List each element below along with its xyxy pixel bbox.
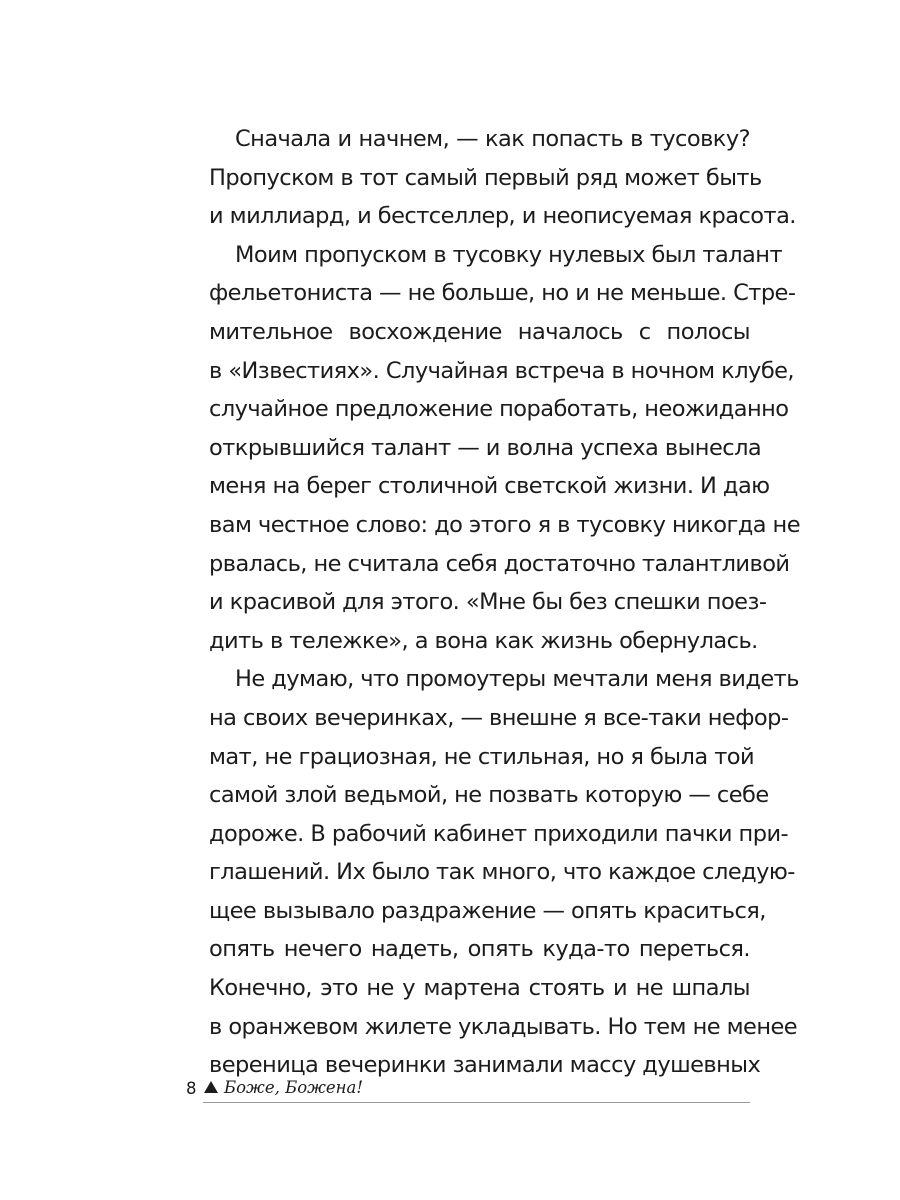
page-footer [186, 1076, 750, 1102]
text-line: рвалась, не считала себя достаточно талантливой [209, 550, 790, 577]
text-line: дороже. В рабочий кабинет приходили пачки при- [209, 820, 789, 847]
text-line: фельетониста — не больше, но и не меньше. Стре- [209, 280, 796, 307]
text-line: Пропуском в тот самый первый ряд может быть [209, 164, 762, 191]
text-line: меня на берег столичной светской жизни. И даю [209, 473, 770, 500]
text-line: самой злой ведьмой, не позвать которую — себе [209, 782, 769, 809]
text-line: мат, не грациозная, не стильная, но я была той [209, 743, 755, 770]
text-line: Конечно, это не у мартена стоять и не шпалы [209, 975, 750, 1002]
text-line: опять нечего надеть, опять куда-то переться. [209, 936, 750, 963]
triangle-up-icon [204, 1081, 218, 1093]
text-line: щее вызывало раздражение — опять краситься, [209, 897, 766, 924]
body-text [209, 120, 801, 1085]
text-line: и миллиард, и бестселлер, и неописуемая красота. [209, 203, 796, 230]
footer-rule [203, 1102, 750, 1103]
paragraph-3 [209, 660, 799, 1085]
text-line: в оранжевом жилете укладывать. Но тем не менее [209, 1013, 798, 1040]
text-line: вереница вечеринки занимали массу душевных [209, 1052, 761, 1079]
text-line: Не думаю, что промоутеры мечтали меня видеть [235, 666, 799, 693]
text-line: мительное восхождение началось с полосы [209, 318, 750, 345]
text-line: и красивой для этого. «Мне бы без спешки поез- [209, 589, 767, 616]
text-line: Сначала и начнем, — как попасть в тусовку? [235, 126, 750, 152]
text-line: на своих вечеринках, — внешне я все-таки нефор- [209, 704, 789, 731]
paragraph-2 [209, 236, 801, 661]
text-line: глашений. Их было так много, что каждое следую- [209, 859, 795, 886]
text-line: открывшийся талант — и волна успеха вынесла [209, 434, 762, 461]
page-number: 8 [186, 1079, 197, 1098]
text-line: случайное предложение поработать, неожиданно [209, 396, 789, 423]
text-line: дить в тележке», а вона как жизнь обернулась. [209, 627, 758, 654]
text-line: Моим пропуском в тусовку нулевых был талант [235, 241, 783, 268]
text-line: вам честное слово: до этого я в тусовку никогда не [209, 511, 801, 538]
running-title: Боже, Божена! [224, 1078, 363, 1097]
paragraph-1 [209, 120, 796, 236]
text-line: в «Известиях». Случайная встреча в ночном клубе, [209, 357, 795, 384]
